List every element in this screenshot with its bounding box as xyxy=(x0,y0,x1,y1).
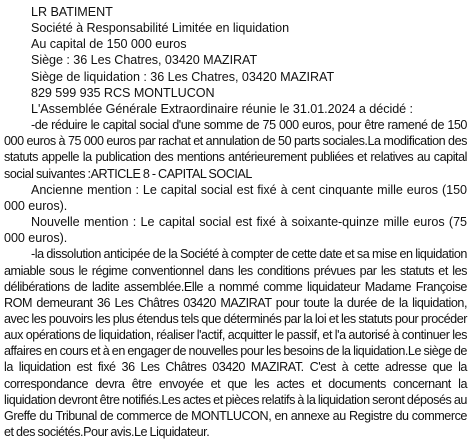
company-name: LR BATIMENT xyxy=(31,5,113,19)
liquidation-office: Siège de liquidation : 36 Les Chatres, 03420 MAZIRAT xyxy=(31,69,335,84)
registered-office: Siège : 36 Les Chatres, 03420 MAZIRAT xyxy=(31,53,258,68)
capital-reduction-decision: -de réduire le capital social d'une somme de 75 000 euros, pour être ramené de 150 000 euros à 75 000 euros par rachat et annulation de 50 parts sociales.La modification des statuts appelle la publication des mentions antérieurement publiées et relatives au capital social suivantes :ARTICLE 8 - CAPITAL SOCIAL xyxy=(4,118,467,181)
new-mention: Nouvelle mention : Le capital social est fixé à soixante-quinze mille euros (75 000 euros). xyxy=(4,215,467,246)
assembly-statement: L'Assemblée Générale Extraordinaire réunie le 31.01.2024 a décidé : xyxy=(31,101,414,116)
dissolution-decision: -la dissolution anticipée de la Société à compter de cette date et sa mise en liquidation amiable sous le régime conventionnel dans les conditions prévues par les statuts et les délibérations de ladite assemblée.Elle a nommé comme liquidateur Madame Françoise ROM demeurant 36 Les Châtres 03420 MAZIRAT pour toute la durée de la liquidation, avec les pouvoirs les plus étendus tels que déterminés par la loi et les statuts pour procéder aux opérations de liquidation, réaliser l'actif, acquitter le passif, et l'a autorisé à continuer les affaires en cours et à en engager de nouvelles pour les besoins de la liquidation.Le siège de la liquidation est fixé 36 Les Châtres 03420 MAZIRAT. C'est à cette adresse que la correspondance devra être envoyée et que les actes et documents concernant la liquidation devront être notifiés.Les actes et pièces relatifs à la liquidation seront déposés au Greffe du Tribunal de commerce de MONTLUCON, en annexe au Registre du commerce et des sociétés.Pour avis.Le Liquidateur. xyxy=(4,247,467,440)
rcs-number: 829 599 935 RCS MONTLUCON xyxy=(31,85,215,100)
share-capital: Au capital de 150 000 euros xyxy=(31,37,187,52)
old-mention: Ancienne mention : Le capital social est fixé à cent cinquante mille euros (150 000 euros). xyxy=(4,182,467,213)
legal-form: Société à Responsabilité Limitée en liquidation xyxy=(31,21,290,36)
